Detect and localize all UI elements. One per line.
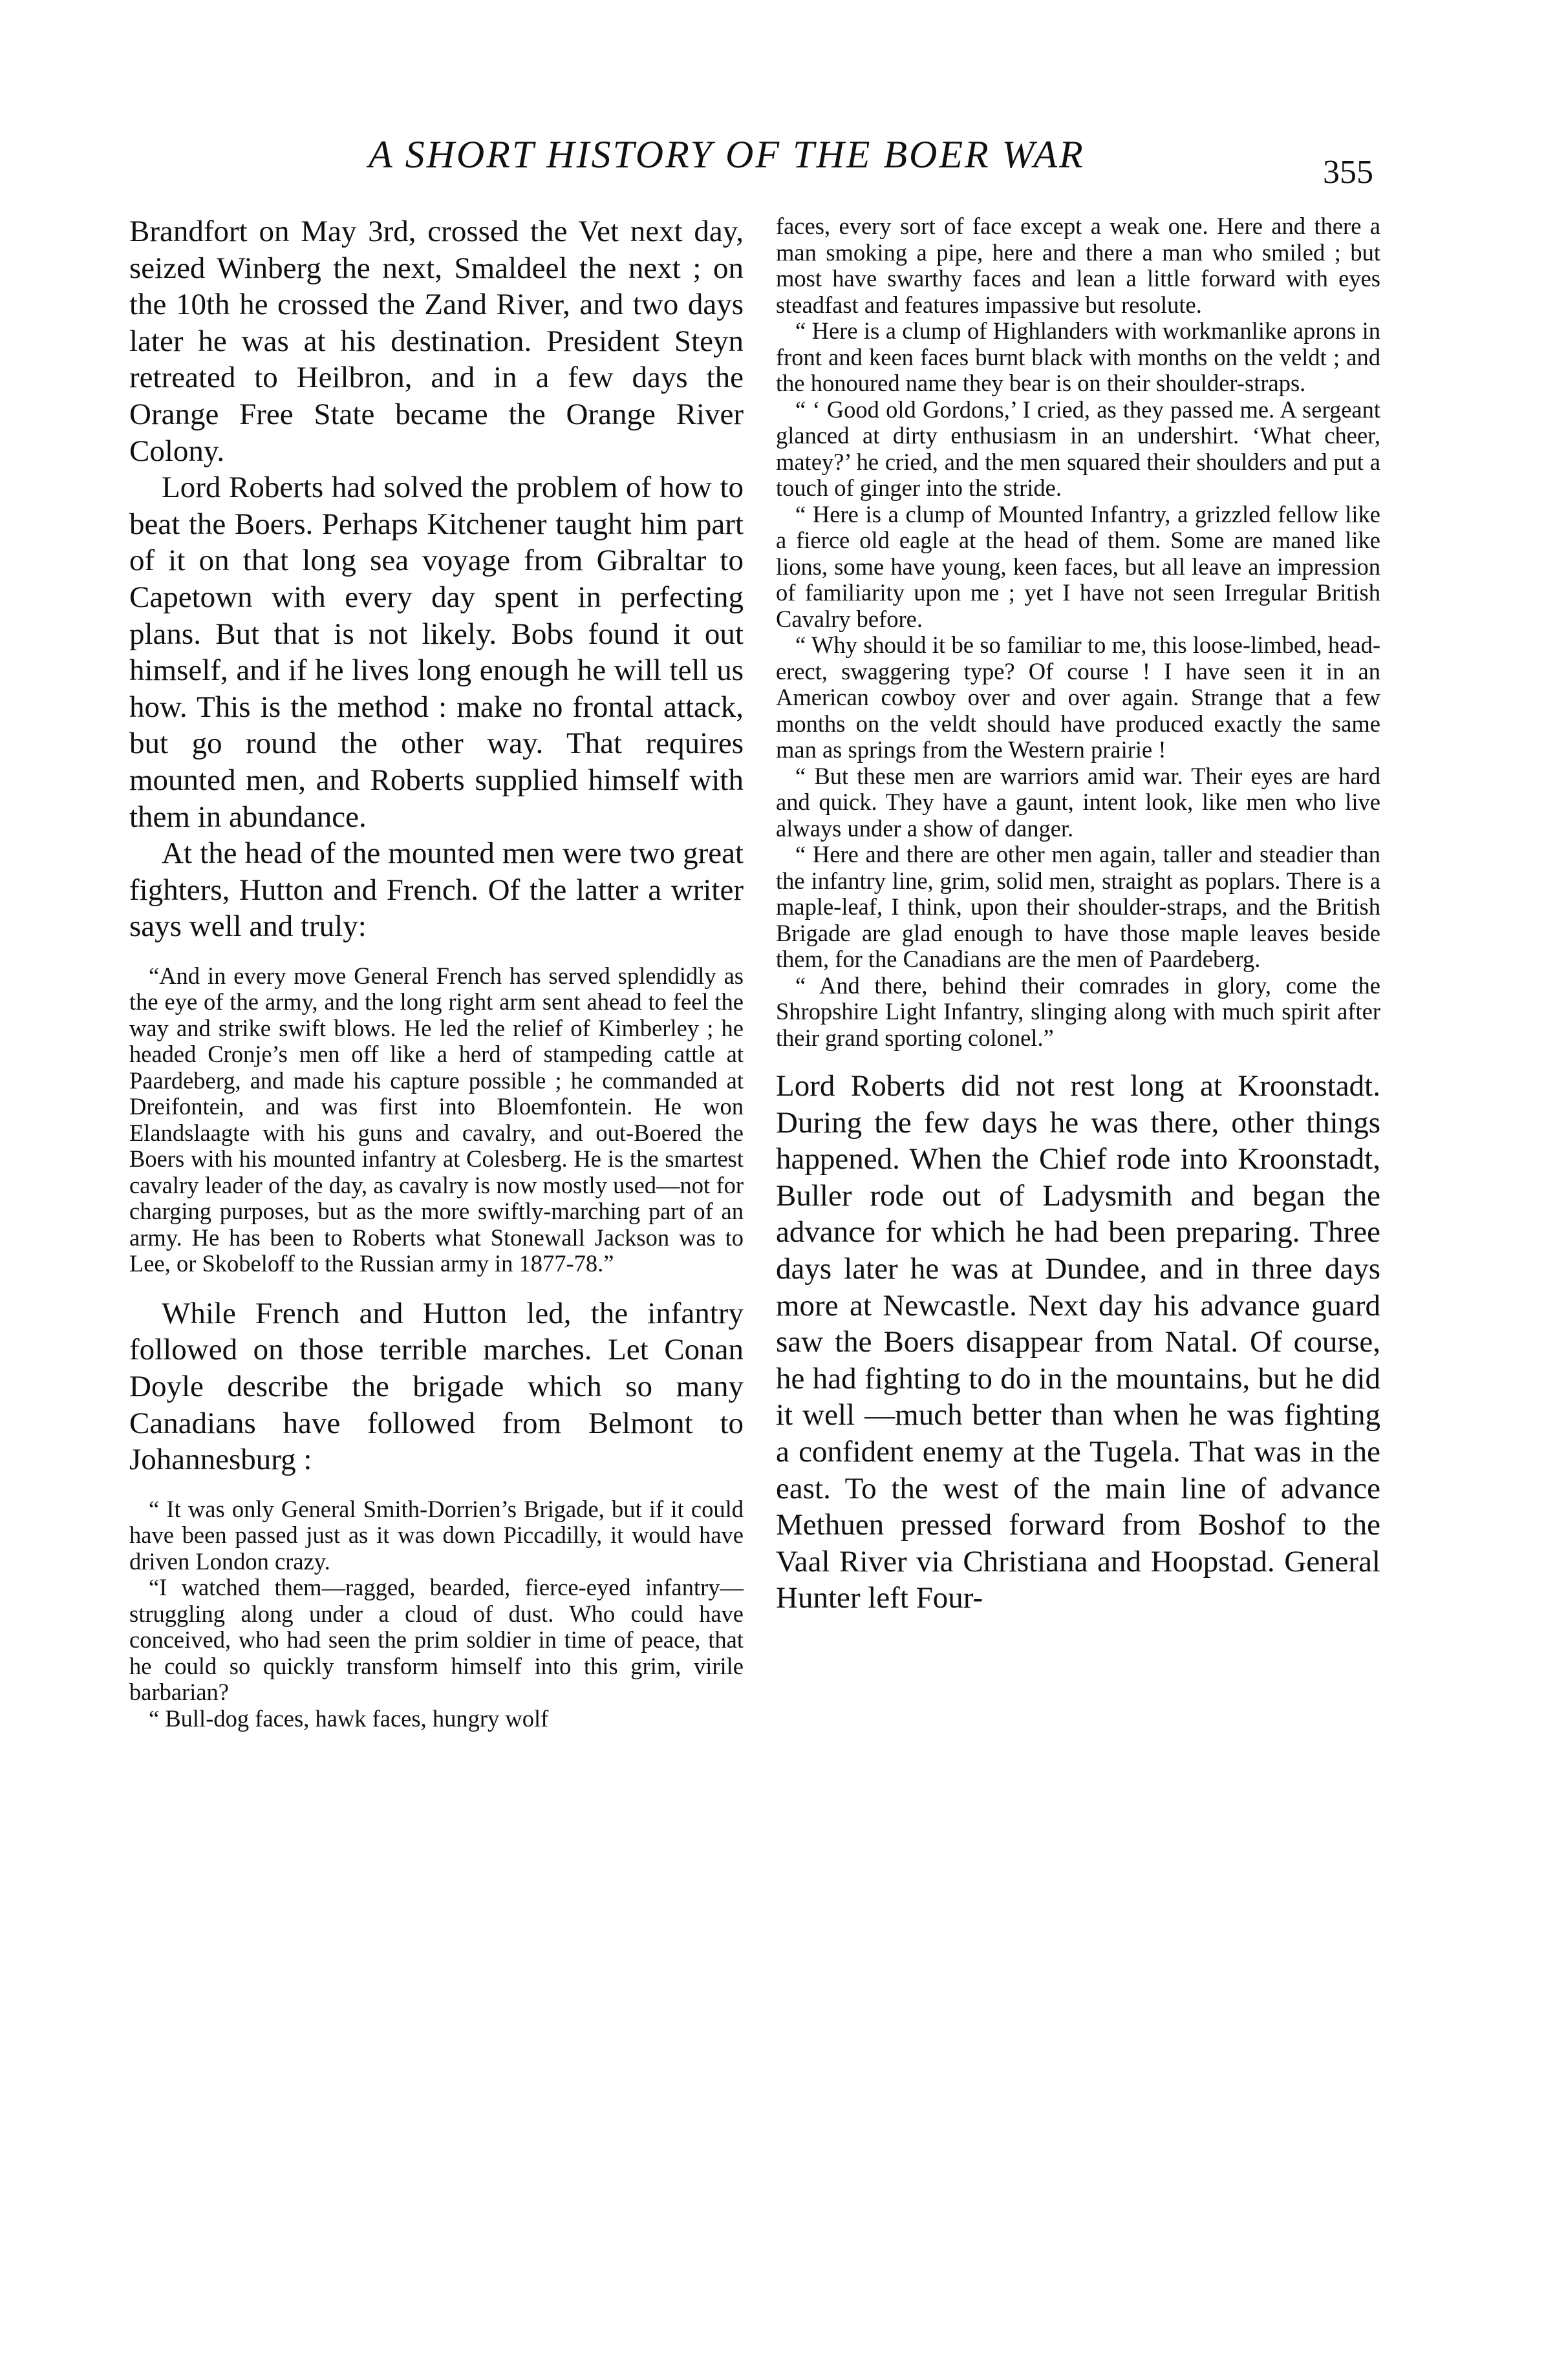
block-quote: “ ‘ Good old Gordons,’ I cried, as they passed me. A sergeant glanced at dirty enthusiasm in an undershirt. ‘What cheer, matey?’ he cried, and the men squared their shoulders and put a touch of ginger into the stride.	[776, 396, 1380, 501]
block-quote: “ But these men are warriors amid war. Their eyes are hard and quick. They have a gaunt, intent look, like men who live always under a show of danger.	[776, 762, 1380, 842]
block-quote: “ Here and there are other men again, taller and steadier than the infantry line, grim, solid men, straight as poplars. There is a maple-leaf, I think, upon their shoulder-straps, and the British Brigade are glad enough to have those maple leaves beside them, for the Canadians are the men of Paardeberg.	[776, 841, 1380, 972]
block-quote: “ Here is a clump of Mounted Infantry, a grizzled fellow like a fierce old eagle at the head of them. Some are maned like lions, some have young, keen faces, but all leave an impression of familiarity upon me ; yet I have not seen Irregular British Cavalry before.	[776, 500, 1380, 632]
block-quote: “ And there, behind their comrades in glory, come the Shropshire Light Infantry, slinging along with much spirit after their grand sporting colonel.”	[776, 972, 1380, 1051]
paragraph: Lord Roberts did not rest long at Kroonstadt. During the few days he was there, other things happened. When the Chief rode into Kroonstadt, Buller rode out of Ladysmith and began the advance for which he had been preparing. Three days later he was at Dundee, and in three days more at Newcastle. Next day his advance guard saw the Boers disappear from Natal. Of course, he had fighting to do in the mountains, but he did it well —much better than when he was fighting a confident enemy at the Tugela. That was in the east. To the west of the main line of advance Methuen pressed forward from Boshof to the Vaal River via Christiana and Hoopstad. General Hunter left Four-	[776, 1069, 1380, 1615]
block-quote: “ Here is a clump of Highlanders with workmanlike aprons in front and keen faces burnt black with months on the veldt ; and the honoured name they bear is on their shoulder-straps.	[776, 317, 1380, 396]
block-quote: “ It was only General Smith-Dorrien’s Brigade, but if it could have been passed just as it was down Piccadilly, it would have driven London crazy.	[129, 1495, 744, 1575]
paragraph: At the head of the mounted men were two great fighters, Hutton and French. Of the latter a writer says well and truly:	[129, 836, 744, 944]
page-number: 355	[1323, 154, 1373, 191]
paragraph: While French and Hutton led, the infantry followed on those terrible marches. Let Conan Doyle describe the brigade which so many Canadians have followed from Belmont to Johannesburg :	[129, 1296, 744, 1477]
running-title: A SHORT HISTORY OF THE BOER WAR	[369, 133, 1085, 176]
block-quote: “ Why should it be so familiar to me, this loose-limbed, head-erect, swaggering type? Of course ! I have seen it in an American cowboy over and over again. Strange that a few months on the veldt should have produced exactly the same man as springs from the Western prairie !	[776, 632, 1380, 763]
running-head	[0, 133, 1555, 191]
paragraph: Lord Roberts had solved the problem of how to beat the Boers. Perhaps Kitchener taught him part of it on that long sea voyage from Gibraltar to Capetown with every day spent in perfecting plans. But that is not likely. Bobs found it out himself, and if he lives long enough he will tell us how. This is the method : make no frontal attack, but go round the other way. That requires mounted men, and Roberts supplied himself with them in abundance.	[129, 471, 744, 834]
paragraph: Brandfort on May 3rd, crossed the Vet next day, seized Winberg the next, Smaldeel the next ; on the 10th he crossed the Zand River, and two days later he was at his destination. President Steyn retreated to Heilbron, and in a few days the Orange Free State became the Orange River Colony.	[129, 215, 744, 468]
block-quote: “ Bull-dog faces, hawk faces, hungry wolf	[149, 1705, 549, 1732]
block-quote: “And in every move General French has served splendidly as the eye of the army, and the long right arm sent ahead to feel the way and strike swift blows. He led the relief of Kimberley ; he headed Cronje’s men off like a herd of stampeding cattle at Paardeberg, and made his capture possible ; he commanded at Dreifontein, and was first into Bloemfontein. He won Elandslaagte with his guns and cavalry, and out-Boered the Boers with his mounted infantry at Colesberg. He is the smartest cavalry leader of the day, as cavalry is now mostly used—not for charging purposes, but as the more swiftly-marching part of an army. He has been to Roberts what Stonewall Jackson was to Lee, or Skobeloff to the Russian army in 1877-78.”	[129, 962, 744, 1277]
right-column	[776, 213, 1380, 1617]
left-column	[129, 213, 744, 1732]
block-quote: “I watched them—ragged, bearded, fierce-eyed infantry—struggling along under a cloud of dust. Who could have conceived, who had seen the prim soldier in time of peace, that he could so quickly transform himself into this grim, virile barbarian?	[129, 1574, 744, 1706]
block-quote: faces, every sort of face except a weak one. Here and there a man smoking a pipe, here and there a man who smiled ; but most have swarthy faces and lean a little forward with eyes steadfast and features impassive but resolute.	[776, 213, 1380, 318]
